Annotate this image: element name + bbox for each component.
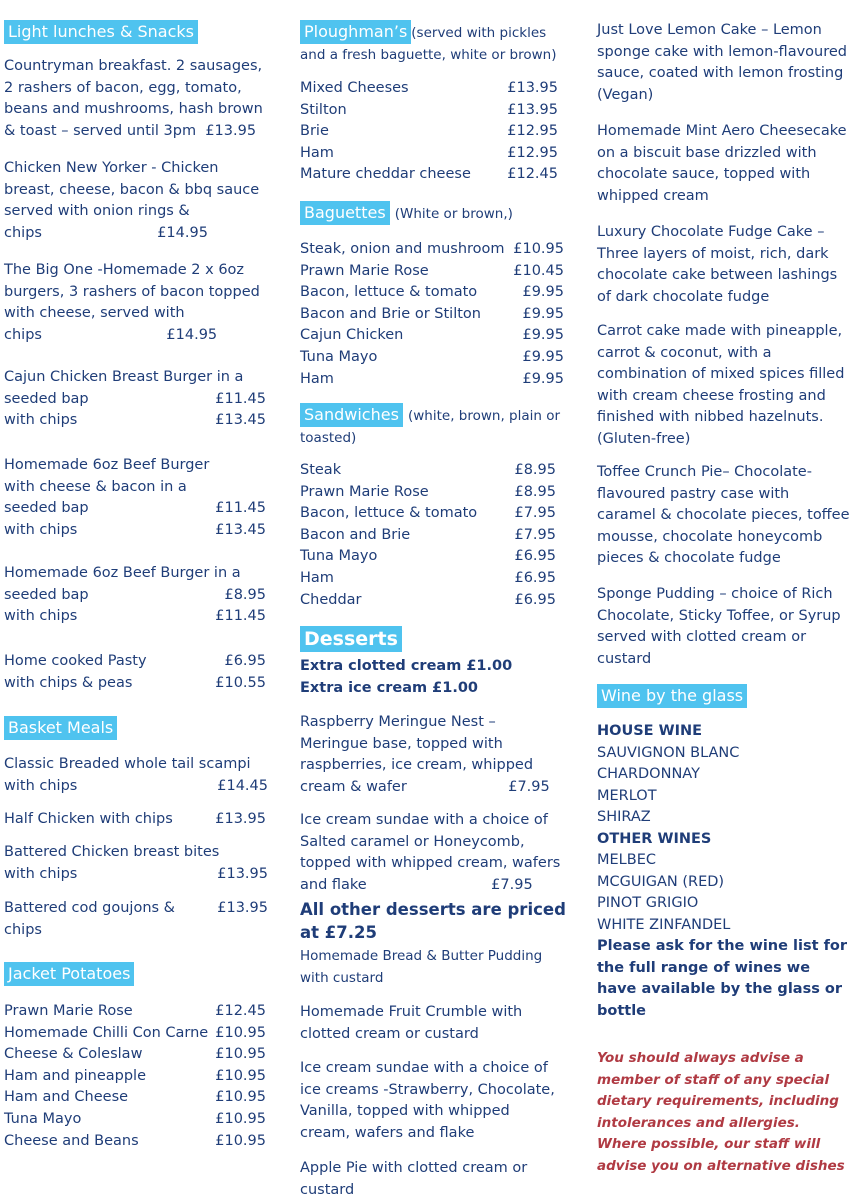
item-price: £7.95: [514, 505, 556, 522]
item-name: Cheese & Coleslaw: [4, 1046, 143, 1063]
jacket-potatoes-list: [4, 1001, 266, 1152]
item-price: £10.95: [215, 1132, 266, 1149]
item-name: Homemade Chilli Con Carne: [4, 1024, 209, 1041]
ploughmans-item: [300, 164, 558, 186]
baguette-item: [300, 261, 564, 283]
sandwiches-list: [300, 460, 556, 611]
item-name: Cajun Chicken: [300, 327, 404, 344]
item-name: Ham and pineapple: [4, 1067, 146, 1084]
sandwich-item: [300, 482, 556, 504]
item-price: £10.95: [513, 241, 564, 257]
house-wine-item: CHARDONNAY: [597, 766, 700, 782]
item-price: £7.95: [514, 526, 556, 543]
wine-list-note: Please ask for the wine list for the full range of wines we have available by the glass or bottle: [597, 938, 847, 1019]
item-price: £6.95: [514, 569, 556, 586]
item-price: £12.95: [507, 123, 558, 140]
menu-item-scampi: Classic Breaded whole tail scampi with chips £14.45: [4, 756, 268, 794]
sandwiches-header: Sandwiches (white, brown, plain or toasted): [300, 405, 561, 446]
item-price: £10.95: [215, 1024, 266, 1041]
dessert-extras: Extra clotted cream £1.00 Extra ice cream £1.00: [300, 658, 513, 696]
item-price: £12.95: [507, 144, 558, 161]
item-name: Tuna Mayo: [300, 548, 378, 565]
dessert-sundae-caramel: Ice cream sundae with a choice of Salted caramel or Honeycomb, topped with whipped cream, wafers and flake £7.95: [300, 812, 561, 893]
item-price: £9.95: [522, 305, 564, 322]
ploughmans-list: [300, 78, 558, 186]
dessert-lemon-cake: Just Love Lemon Cake – Lemon sponge cake with lemon-flavoured sauce, coated with lemon frosting (Vegan): [597, 22, 847, 103]
sandwich-item: [300, 568, 556, 590]
light-lunches-header: Light lunches & Snacks: [4, 20, 198, 44]
sandwich-item: [300, 546, 556, 568]
item-name: Bacon, lettuce & tomato: [300, 284, 478, 301]
baguette-item: [300, 369, 564, 391]
dessert-mint-aero: Homemade Mint Aero Cheesecake on a biscuit base drizzled with chocolate sauce, topped with whipped cream: [597, 123, 847, 204]
house-wine-item: SAUVIGNON BLANC: [597, 744, 740, 761]
item-price: £10.95: [215, 1089, 266, 1106]
item-name: Prawn Marie Rose: [4, 1003, 133, 1019]
ploughmans-header: Ploughman’s (served with pickles and a fresh baguette, white or brown): [300, 22, 557, 63]
item-price: £9.95: [522, 327, 564, 344]
item-price: £9.95: [522, 348, 564, 365]
dessert-toffee-pie: Toffee Crunch Pie– Chocolate-flavoured pastry case with caramel & chocolate pieces, toffee mousse, chocolate honeycomb pieces & chocolate fudge: [597, 464, 850, 566]
ploughmans-item: [300, 143, 558, 165]
item-price: £9.95: [522, 284, 564, 301]
ploughmans-item: [300, 100, 558, 122]
menu-item-half-chicken: Half Chicken with chips £13.95: [4, 811, 266, 827]
other-wine-list: [597, 850, 852, 936]
baguette-item: [300, 282, 564, 304]
item-name: Ham: [300, 144, 334, 161]
item-name: Ham: [300, 370, 334, 387]
dessert-crumble: Homemade Fruit Crumble with clotted cream or custard: [300, 1004, 523, 1042]
menu-item-beef-burger-plain: Homemade 6oz Beef Burger in a seeded bap £8.95 with chips £11.45: [4, 565, 266, 625]
item-name: Mature cheddar cheese: [300, 166, 471, 183]
jacket-potato-item: [4, 1087, 266, 1109]
jacket-potato-item: [4, 1023, 266, 1045]
other-wine-item: WHITE ZINFANDEL: [597, 916, 731, 933]
item-price: £8.95: [514, 462, 556, 478]
item-price: £10.95: [215, 1110, 266, 1127]
dessert-apple-pie: Apple Pie with clotted cream or custard: [300, 1160, 528, 1198]
item-name: Ham: [300, 569, 334, 586]
basket-meals-header: Basket Meals: [4, 716, 117, 740]
dessert-sundae-choice: Ice cream sundae with a choice of ice creams -Strawberry, Chocolate, Vanilla, topped with whipped cream, wafers and flake: [300, 1060, 555, 1141]
item-name: Cheese and Beans: [4, 1132, 139, 1149]
item-name: Prawn Marie Rose: [300, 483, 429, 500]
item-price: £13.95: [507, 101, 558, 118]
menu-item-pasty: Home cooked Pasty £6.95 with chips & peas £10.55: [4, 653, 266, 691]
item-name: Tuna Mayo: [300, 348, 378, 365]
wine-list: [597, 721, 852, 1022]
other-wine-item: MELBEC: [597, 852, 656, 868]
ploughmans-item: [300, 78, 558, 100]
item-name: Tuna Mayo: [4, 1110, 82, 1127]
dessert-carrot-cake: Carrot cake made with pineapple, carrot & coconut, with a combination of mixed spices filled with cream cheese frosting and finished with nibbed hazelnuts. (Gluten-free): [597, 323, 845, 447]
sandwich-item: [300, 590, 556, 612]
item-price: £12.45: [507, 166, 558, 183]
menu-item-cod-goujons: Battered cod goujons & chips £13.95: [4, 900, 268, 938]
jacket-potato-item: [4, 1066, 266, 1088]
house-wine-item: MERLOT: [597, 787, 657, 804]
house-wine-list: [597, 743, 852, 829]
menu-item-cajun-burger: Cajun Chicken Breast Burger in a seeded bap £11.45 with chips £13.45: [4, 369, 266, 429]
sandwich-item: [300, 503, 556, 525]
desserts-header: Desserts: [300, 626, 402, 652]
baguette-item: [300, 239, 564, 261]
item-price: £8.95: [514, 483, 556, 500]
item-price: £10.95: [215, 1046, 266, 1063]
item-name: Brie: [300, 123, 329, 140]
item-name: Steak: [300, 462, 342, 478]
baguettes-header: Baguettes (White or brown,): [300, 201, 568, 225]
item-price: £6.95: [514, 591, 556, 608]
wine-header: Wine by the glass: [597, 684, 747, 708]
menu-item-chicken-new-yorker: Chicken New Yorker - Chicken breast, cheese, bacon & bbq sauce served with onion rings & chips £14.95: [4, 160, 260, 241]
item-price: £9.95: [522, 370, 564, 387]
sandwich-item: [300, 525, 556, 547]
menu-item-big-one: The Big One -Homemade 2 x 6oz burgers, 3 rashers of bacon topped with cheese, served with chips £14.95: [4, 262, 260, 343]
menu-item-beef-burger-cheese: Homemade 6oz Beef Burger with cheese & bacon in a seeded bap £11.45 with chips £13.45: [4, 457, 266, 538]
item-price: £12.45: [215, 1003, 266, 1019]
jacket-potato-item: [4, 1001, 266, 1023]
ploughmans-item: [300, 121, 558, 143]
dessert-meringue: Raspberry Meringue Nest – Meringue base, topped with raspberries, ice cream, whipped cream & wafer £7.95: [300, 714, 550, 795]
dessert-all-other-note: All other desserts are priced at £7.25: [300, 900, 566, 942]
item-name: Bacon and Brie: [300, 526, 411, 543]
other-wines-title: OTHER WINES: [597, 830, 712, 847]
jacket-potatoes-header: Jacket Potatoes: [4, 962, 134, 986]
menu-item-countryman: Countryman breakfast. 2 sausages, 2 rashers of bacon, egg, tomato, beans and mushrooms, hash brown & toast – served until 3pm £13.95: [4, 58, 263, 139]
item-price: £10.95: [215, 1067, 266, 1084]
house-wine-title: HOUSE WINE: [597, 723, 703, 739]
jacket-potato-item: [4, 1131, 266, 1153]
item-name: Ham and Cheese: [4, 1089, 129, 1106]
menu-item-chicken-bites: Battered Chicken breast bites with chips £13.95: [4, 844, 268, 882]
item-name: Prawn Marie Rose: [300, 262, 429, 279]
other-wine-item: PINOT GRIGIO: [597, 895, 699, 911]
item-name: Cheddar: [300, 591, 362, 608]
dessert-sponge-pudding: Sponge Pudding – choice of Rich Chocolate, Sticky Toffee, or Syrup served with clotted cream or custard: [597, 586, 841, 667]
item-price: £6.95: [514, 548, 556, 565]
baguette-item: [300, 325, 564, 347]
item-name: Stilton: [300, 101, 347, 118]
item-name: Steak, onion and mushroom: [300, 241, 505, 257]
dessert-fudge-cake: Luxury Chocolate Fudge Cake – Three layers of moist, rich, dark chocolate cake between lashings of dark chocolate fudge: [597, 224, 838, 305]
baguette-item: [300, 347, 564, 369]
house-wine-item: SHIRAZ: [597, 809, 651, 825]
item-name: Bacon and Brie or Stilton: [300, 305, 481, 322]
item-name: Mixed Cheeses: [300, 80, 409, 96]
dessert-bread-pudding: Homemade Bread & Butter Pudding with custard: [300, 948, 543, 986]
item-name: Bacon, lettuce & tomato: [300, 505, 478, 522]
baguettes-list: [300, 239, 564, 390]
item-price: £10.45: [513, 262, 564, 279]
sandwich-item: [300, 460, 556, 482]
allergy-note: You should always advise a member of staff of any special dietary requirements, including intolerances and allergies. Where possible, our staff will advise you on alternative dishes: [597, 1050, 845, 1174]
other-wine-item: MCGUIGAN (RED): [597, 873, 725, 890]
baguette-item: [300, 304, 564, 326]
item-price: £13.95: [507, 80, 558, 96]
jacket-potato-item: [4, 1044, 266, 1066]
jacket-potato-item: [4, 1109, 266, 1131]
